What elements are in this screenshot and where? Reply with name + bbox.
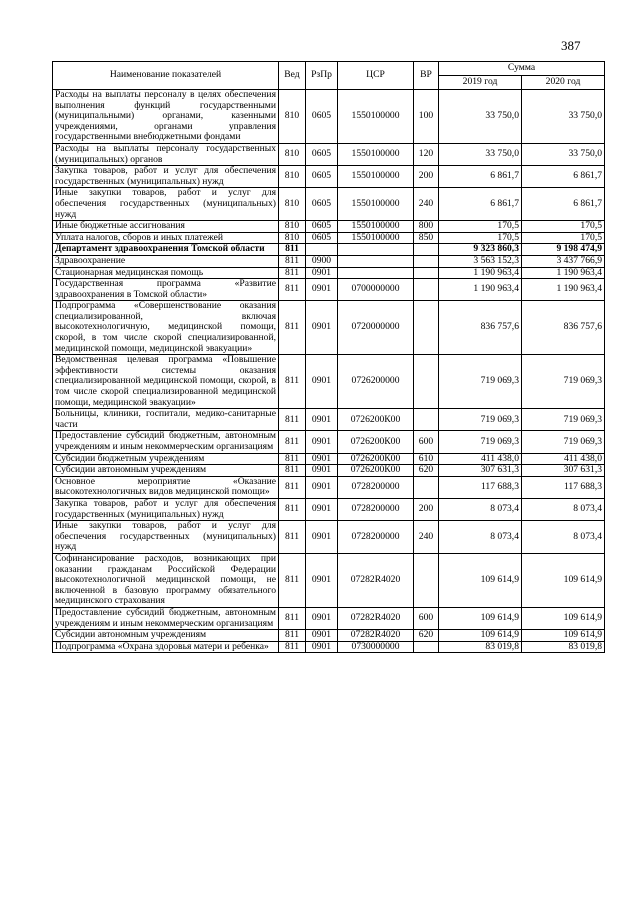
cell-name: Государственная программа «Развитие здравоохранения в Томской области» — [53, 279, 279, 301]
cell-name: Уплата налогов, сборов и иных платежей — [53, 232, 279, 244]
cell-ved: 811 — [279, 498, 306, 520]
cell-sum-2020: 719 069,3 — [522, 409, 605, 431]
cell-ved: 811 — [279, 409, 306, 431]
cell-sum-2019: 6 861,7 — [439, 188, 522, 221]
table-row — [53, 465, 605, 477]
cell-name: Иные закупки товаров, работ и услуг для обеспечения государственных (муниципальных) нужд — [53, 521, 279, 554]
header-2020: 2020 год — [522, 76, 605, 90]
cell-rzpr: 0605 — [306, 143, 338, 165]
cell-csr: 0726200К00 — [338, 465, 414, 477]
cell-name: Стационарная медицинская помощь — [53, 267, 279, 279]
cell-vr: 240 — [414, 188, 439, 221]
cell-sum-2020: 109 614,9 — [522, 553, 605, 607]
cell-sum-2019: 411 438,0 — [439, 453, 522, 465]
cell-name: Субсидии бюджетным учреждениям — [53, 453, 279, 465]
cell-sum-2020: 9 198 474,9 — [522, 244, 605, 256]
cell-csr: 0700000000 — [338, 279, 414, 301]
cell-vr: 100 — [414, 90, 439, 144]
cell-sum-2019: 719 069,3 — [439, 431, 522, 453]
cell-vr — [414, 641, 439, 653]
cell-vr: 610 — [414, 453, 439, 465]
cell-rzpr: 0605 — [306, 232, 338, 244]
cell-rzpr: 0605 — [306, 90, 338, 144]
cell-ved: 810 — [279, 166, 306, 188]
cell-sum-2019: 83 019,8 — [439, 641, 522, 653]
cell-csr — [338, 255, 414, 267]
cell-vr — [414, 267, 439, 279]
cell-name: Расходы на выплаты персоналу в целях обеспечения выполнения функций государственными (муниципальными) органами, казенными учреждениями, органами управления государственными внебюджетными фондами — [53, 90, 279, 144]
cell-sum-2020: 109 614,9 — [522, 607, 605, 629]
cell-vr — [414, 409, 439, 431]
page-number: 387 — [561, 38, 581, 53]
cell-vr: 240 — [414, 521, 439, 554]
cell-vr: 620 — [414, 630, 439, 642]
cell-ved: 810 — [279, 90, 306, 144]
table-row — [53, 244, 605, 256]
table-row — [53, 607, 605, 629]
cell-sum-2020: 411 438,0 — [522, 453, 605, 465]
cell-csr — [338, 244, 414, 256]
cell-csr: 0726200К00 — [338, 409, 414, 431]
cell-csr: 0726200К00 — [338, 453, 414, 465]
cell-sum-2020: 109 614,9 — [522, 630, 605, 642]
cell-sum-2019: 33 750,0 — [439, 143, 522, 165]
cell-sum-2020: 33 750,0 — [522, 143, 605, 165]
cell-rzpr: 0605 — [306, 221, 338, 233]
cell-csr: 07282R4020 — [338, 553, 414, 607]
cell-rzpr: 0901 — [306, 279, 338, 301]
cell-csr — [338, 267, 414, 279]
cell-rzpr: 0901 — [306, 630, 338, 642]
cell-name: Субсидии автономным учреждениям — [53, 630, 279, 642]
cell-sum-2020: 170,5 — [522, 232, 605, 244]
table-row — [53, 232, 605, 244]
cell-name: Расходы на выплаты персоналу государственных (муниципальных) органов — [53, 143, 279, 165]
table-row — [53, 553, 605, 607]
cell-sum-2019: 836 757,6 — [439, 301, 522, 355]
cell-vr — [414, 244, 439, 256]
cell-sum-2019: 170,5 — [439, 232, 522, 244]
cell-name: Подпрограмма «Охрана здоровья матери и ребенка» — [53, 641, 279, 653]
cell-csr: 0728200000 — [338, 476, 414, 498]
cell-rzpr: 0901 — [306, 267, 338, 279]
cell-vr: 800 — [414, 221, 439, 233]
cell-sum-2019: 307 631,3 — [439, 465, 522, 477]
table-row — [53, 90, 605, 144]
table-row — [53, 143, 605, 165]
cell-rzpr — [306, 244, 338, 256]
cell-sum-2020: 1 190 963,4 — [522, 267, 605, 279]
cell-sum-2020: 8 073,4 — [522, 521, 605, 554]
cell-sum-2020: 6 861,7 — [522, 188, 605, 221]
cell-ved: 810 — [279, 143, 306, 165]
cell-sum-2019: 170,5 — [439, 221, 522, 233]
cell-name: Департамент здравоохранения Томской области — [53, 244, 279, 256]
cell-rzpr: 0901 — [306, 301, 338, 355]
table-row — [53, 279, 605, 301]
header-sum: Сумма — [439, 62, 605, 76]
cell-sum-2019: 117 688,3 — [439, 476, 522, 498]
cell-rzpr: 0901 — [306, 476, 338, 498]
cell-rzpr: 0901 — [306, 453, 338, 465]
cell-sum-2019: 3 563 152,3 — [439, 255, 522, 267]
header-vr: ВР — [414, 62, 439, 90]
header-ved: Вед — [279, 62, 306, 90]
cell-sum-2020: 33 750,0 — [522, 90, 605, 144]
cell-vr: 120 — [414, 143, 439, 165]
cell-csr: 1550100000 — [338, 232, 414, 244]
cell-name: Иные закупки товаров, работ и услуг для обеспечения государственных (муниципальных) нужд — [53, 188, 279, 221]
cell-sum-2020: 307 631,3 — [522, 465, 605, 477]
budget-table — [52, 61, 605, 653]
cell-rzpr: 0901 — [306, 431, 338, 453]
cell-vr — [414, 255, 439, 267]
cell-rzpr: 0901 — [306, 498, 338, 520]
cell-name: Больницы, клиники, госпитали, медико-санитарные части — [53, 409, 279, 431]
cell-rzpr: 0901 — [306, 641, 338, 653]
cell-csr: 1550100000 — [338, 221, 414, 233]
header-csr: ЦСР — [338, 62, 414, 90]
cell-ved: 811 — [279, 476, 306, 498]
cell-rzpr: 0901 — [306, 607, 338, 629]
cell-sum-2019: 109 614,9 — [439, 607, 522, 629]
cell-sum-2019: 8 073,4 — [439, 498, 522, 520]
cell-sum-2020: 83 019,8 — [522, 641, 605, 653]
cell-ved: 811 — [279, 267, 306, 279]
header-rzpr: РзПр — [306, 62, 338, 90]
table-row — [53, 476, 605, 498]
cell-sum-2019: 1 190 963,4 — [439, 279, 522, 301]
cell-ved: 811 — [279, 301, 306, 355]
cell-name: Иные бюджетные ассигнования — [53, 221, 279, 233]
cell-csr: 0726200000 — [338, 355, 414, 409]
cell-name: Здравоохранение — [53, 255, 279, 267]
cell-vr: 620 — [414, 465, 439, 477]
cell-ved: 811 — [279, 521, 306, 554]
cell-ved: 811 — [279, 630, 306, 642]
cell-vr — [414, 301, 439, 355]
cell-sum-2020: 1 190 963,4 — [522, 279, 605, 301]
cell-rzpr: 0901 — [306, 355, 338, 409]
cell-ved: 811 — [279, 607, 306, 629]
cell-csr: 0728200000 — [338, 498, 414, 520]
cell-sum-2019: 109 614,9 — [439, 553, 522, 607]
cell-sum-2020: 117 688,3 — [522, 476, 605, 498]
cell-name: Предоставление субсидий бюджетным, автономным учреждениям и иным некоммерческим организациям — [53, 431, 279, 453]
cell-rzpr: 0605 — [306, 166, 338, 188]
cell-sum-2020: 8 073,4 — [522, 498, 605, 520]
cell-vr: 200 — [414, 166, 439, 188]
cell-ved: 811 — [279, 641, 306, 653]
cell-name: Субсидии автономным учреждениям — [53, 465, 279, 477]
cell-ved: 810 — [279, 221, 306, 233]
header-name: Наименование показателей — [53, 62, 279, 90]
cell-csr: 1550100000 — [338, 143, 414, 165]
cell-ved: 811 — [279, 431, 306, 453]
table-row — [53, 221, 605, 233]
cell-ved: 811 — [279, 279, 306, 301]
cell-sum-2020: 836 757,6 — [522, 301, 605, 355]
table-row — [53, 498, 605, 520]
cell-csr: 1550100000 — [338, 188, 414, 221]
cell-rzpr: 0901 — [306, 465, 338, 477]
cell-vr: 600 — [414, 431, 439, 453]
cell-name: Ведомственная целевая программа «Повышение эффективности системы оказания специализированной медицинской помощи, скорой, в том числе скорой специализированной медицинской помощи, медицинской эвакуации» — [53, 355, 279, 409]
cell-csr: 0730000000 — [338, 641, 414, 653]
cell-rzpr: 0900 — [306, 255, 338, 267]
cell-sum-2019: 9 323 860,3 — [439, 244, 522, 256]
cell-vr: 600 — [414, 607, 439, 629]
cell-name: Закупка товаров, работ и услуг для обеспечения государственных (муниципальных) нужд — [53, 166, 279, 188]
table-row — [53, 255, 605, 267]
table-row — [53, 521, 605, 554]
cell-name: Основное мероприятие «Оказание высокотехнологичных видов медицинской помощи» — [53, 476, 279, 498]
table-row — [53, 355, 605, 409]
cell-vr — [414, 553, 439, 607]
cell-vr: 200 — [414, 498, 439, 520]
cell-sum-2019: 6 861,7 — [439, 166, 522, 188]
cell-name: Подпрограмма «Совершенствование оказания специализированной, включая высокотехнологичную, медицинской помощи, скорой, в том числе скорой специализированной, медицинской помощи, медицинской эвакуации» — [53, 301, 279, 355]
cell-rzpr: 0901 — [306, 521, 338, 554]
table-row — [53, 431, 605, 453]
cell-rzpr: 0605 — [306, 188, 338, 221]
cell-csr: 07282R4020 — [338, 630, 414, 642]
cell-csr: 1550100000 — [338, 166, 414, 188]
cell-sum-2019: 8 073,4 — [439, 521, 522, 554]
cell-vr — [414, 476, 439, 498]
cell-ved: 811 — [279, 244, 306, 256]
cell-sum-2019: 109 614,9 — [439, 630, 522, 642]
table-row — [53, 166, 605, 188]
cell-ved: 810 — [279, 188, 306, 221]
cell-sum-2019: 719 069,3 — [439, 355, 522, 409]
cell-csr: 07282R4020 — [338, 607, 414, 629]
cell-name: Закупка товаров, работ и услуг для обеспечения государственных (муниципальных) нужд — [53, 498, 279, 520]
table-row — [53, 453, 605, 465]
table-row — [53, 267, 605, 279]
table-body — [53, 90, 605, 653]
cell-sum-2020: 3 437 766,9 — [522, 255, 605, 267]
cell-ved: 811 — [279, 355, 306, 409]
cell-csr: 0728200000 — [338, 521, 414, 554]
cell-vr — [414, 279, 439, 301]
cell-ved: 811 — [279, 553, 306, 607]
table-row — [53, 188, 605, 221]
cell-ved: 810 — [279, 232, 306, 244]
cell-ved: 811 — [279, 255, 306, 267]
cell-csr: 0726200К00 — [338, 431, 414, 453]
cell-vr — [414, 355, 439, 409]
table-row — [53, 301, 605, 355]
cell-ved: 811 — [279, 453, 306, 465]
cell-name: Софинансирование расходов, возникающих при оказании гражданам Российской Федерации высокотехнологичной медицинской помощи, не включенной в базовую программу обязательного медицинского страхования — [53, 553, 279, 607]
cell-sum-2020: 719 069,3 — [522, 355, 605, 409]
cell-sum-2019: 33 750,0 — [439, 90, 522, 144]
cell-vr: 850 — [414, 232, 439, 244]
table-row — [53, 409, 605, 431]
cell-rzpr: 0901 — [306, 553, 338, 607]
cell-ved: 811 — [279, 465, 306, 477]
cell-sum-2019: 1 190 963,4 — [439, 267, 522, 279]
cell-sum-2020: 6 861,7 — [522, 166, 605, 188]
cell-name: Предоставление субсидий бюджетным, автономным учреждениям и иным некоммерческим организациям — [53, 607, 279, 629]
header-2019: 2019 год — [439, 76, 522, 90]
cell-rzpr: 0901 — [306, 409, 338, 431]
cell-csr: 0720000000 — [338, 301, 414, 355]
cell-csr: 1550100000 — [338, 90, 414, 144]
cell-sum-2020: 170,5 — [522, 221, 605, 233]
cell-sum-2019: 719 069,3 — [439, 409, 522, 431]
table-row — [53, 641, 605, 653]
table-row — [53, 630, 605, 642]
cell-sum-2020: 719 069,3 — [522, 431, 605, 453]
